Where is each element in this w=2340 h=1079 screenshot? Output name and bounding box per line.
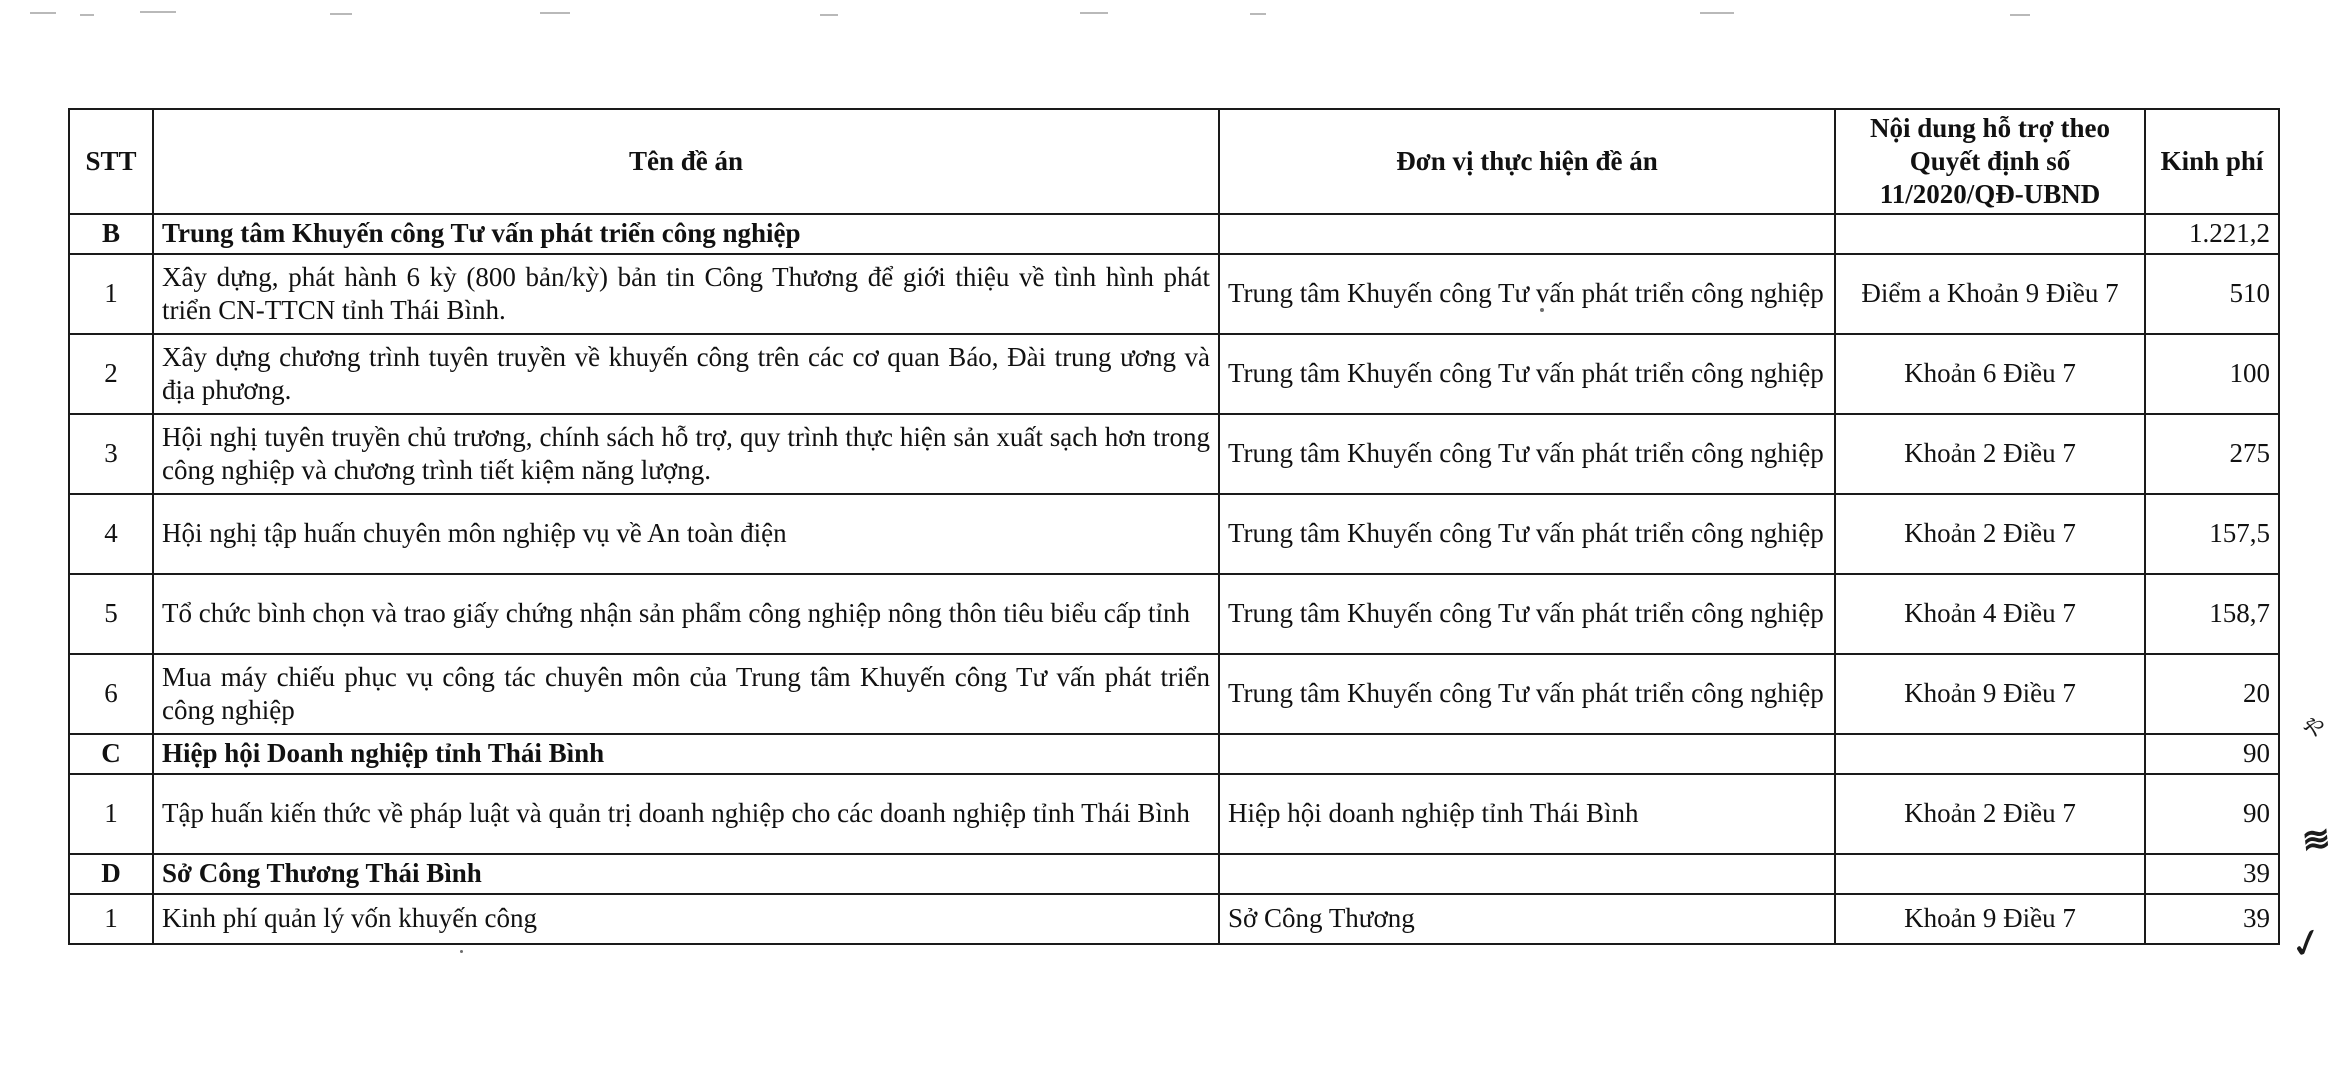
table-row — [69, 574, 2279, 654]
cell-kinhphi: 1.221,2 — [2145, 214, 2279, 254]
table-row — [69, 854, 2279, 894]
cell-stt: 2 — [69, 334, 153, 414]
cell-noidung: Khoản 2 Điều 7 — [1835, 494, 2145, 574]
cell-kinhphi: 39 — [2145, 894, 2279, 944]
table-header — [69, 109, 2279, 214]
table-row — [69, 254, 2279, 334]
cell-stt: 1 — [69, 774, 153, 854]
cell-unit — [1219, 214, 1835, 254]
cell-kinhphi: 90 — [2145, 734, 2279, 774]
cell-stt: B — [69, 214, 153, 254]
cell-noidung — [1835, 734, 2145, 774]
cell-kinhphi: 275 — [2145, 414, 2279, 494]
cell-stt: D — [69, 854, 153, 894]
funding-projects-table — [68, 108, 2280, 945]
cell-unit: Trung tâm Khuyến công Tư vấn phát triển công nghiệp — [1219, 494, 1835, 574]
cell-unit: Trung tâm Khuyến công Tư vấn phát triển công nghiệp — [1219, 254, 1835, 334]
cell-unit: Trung tâm Khuyến công Tư vấn phát triển công nghiệp — [1219, 654, 1835, 734]
scan-speck — [460, 950, 463, 953]
cell-unit: Sở Công Thương — [1219, 894, 1835, 944]
column-header-noidung: Nội dung hỗ trợ theo Quyết định số 11/2020/QĐ-UBND — [1835, 109, 2145, 214]
column-header-kinhphi: Kinh phí — [2145, 109, 2279, 214]
table-row — [69, 494, 2279, 574]
cell-noidung: Khoản 9 Điều 7 — [1835, 654, 2145, 734]
cell-kinhphi: 100 — [2145, 334, 2279, 414]
column-header-name: Tên đề án — [153, 109, 1219, 214]
scan-artifact-top — [0, 10, 2340, 24]
cell-unit — [1219, 734, 1835, 774]
margin-handwriting-mark-3: ✓ — [2285, 917, 2329, 970]
margin-handwriting-mark-1: ゃ — [2296, 706, 2329, 744]
margin-handwriting-mark-2: ≋ — [2299, 820, 2332, 861]
cell-noidung: Khoản 2 Điều 7 — [1835, 414, 2145, 494]
cell-noidung: Khoản 2 Điều 7 — [1835, 774, 2145, 854]
column-header-stt: STT — [69, 109, 153, 214]
cell-stt: 5 — [69, 574, 153, 654]
cell-noidung: Khoản 4 Điều 7 — [1835, 574, 2145, 654]
table-row — [69, 734, 2279, 774]
cell-noidung: Điểm a Khoản 9 Điều 7 — [1835, 254, 2145, 334]
cell-stt: 4 — [69, 494, 153, 574]
table-row — [69, 334, 2279, 414]
table-row — [69, 654, 2279, 734]
cell-name: Tổ chức bình chọn và trao giấy chứng nhận sản phẩm công nghiệp nông thôn tiêu biểu cấp tỉnh — [153, 574, 1219, 654]
table-row — [69, 774, 2279, 854]
cell-name: Trung tâm Khuyến công Tư vấn phát triển công nghiệp — [153, 214, 1219, 254]
cell-unit: Hiệp hội doanh nghiệp tỉnh Thái Bình — [1219, 774, 1835, 854]
cell-name: Xây dựng, phát hành 6 kỳ (800 bản/kỳ) bản tin Công Thương để giới thiệu về tình hình phát triển CN-TTCN tỉnh Thái Bình. — [153, 254, 1219, 334]
cell-unit: Trung tâm Khuyến công Tư vấn phát triển công nghiệp — [1219, 334, 1835, 414]
column-header-unit: Đơn vị thực hiện đề án — [1219, 109, 1835, 214]
cell-stt: 1 — [69, 254, 153, 334]
cell-name: Sở Công Thương Thái Bình — [153, 854, 1219, 894]
cell-noidung — [1835, 854, 2145, 894]
cell-name: Kinh phí quản lý vốn khuyến công — [153, 894, 1219, 944]
cell-noidung: Khoản 6 Điều 7 — [1835, 334, 2145, 414]
cell-name: Mua máy chiếu phục vụ công tác chuyên môn của Trung tâm Khuyến công Tư vấn phát triển công nghiệp — [153, 654, 1219, 734]
cell-noidung: Khoản 9 Điều 7 — [1835, 894, 2145, 944]
table-row — [69, 894, 2279, 944]
cell-stt: C — [69, 734, 153, 774]
cell-unit: Trung tâm Khuyến công Tư vấn phát triển công nghiệp — [1219, 574, 1835, 654]
cell-kinhphi: 157,5 — [2145, 494, 2279, 574]
cell-kinhphi: 39 — [2145, 854, 2279, 894]
cell-stt: 1 — [69, 894, 153, 944]
cell-kinhphi: 158,7 — [2145, 574, 2279, 654]
cell-kinhphi: 510 — [2145, 254, 2279, 334]
cell-stt: 3 — [69, 414, 153, 494]
table-header-row — [69, 109, 2279, 214]
cell-unit: Trung tâm Khuyến công Tư vấn phát triển công nghiệp — [1219, 414, 1835, 494]
cell-name: Tập huấn kiến thức về pháp luật và quản trị doanh nghiệp cho các doanh nghiệp tỉnh Thái Bình — [153, 774, 1219, 854]
table-body — [69, 214, 2279, 944]
cell-stt: 6 — [69, 654, 153, 734]
table-row — [69, 214, 2279, 254]
cell-kinhphi: 20 — [2145, 654, 2279, 734]
cell-unit — [1219, 854, 1835, 894]
cell-name: Hiệp hội Doanh nghiệp tỉnh Thái Bình — [153, 734, 1219, 774]
table-row — [69, 414, 2279, 494]
cell-noidung — [1835, 214, 2145, 254]
cell-name: Hội nghị tuyên truyền chủ trương, chính sách hỗ trợ, quy trình thực hiện sản xuất sạch hơn trong công nghiệp và chương trình tiết kiệm năng lượng. — [153, 414, 1219, 494]
cell-kinhphi: 90 — [2145, 774, 2279, 854]
cell-name: Hội nghị tập huấn chuyên môn nghiệp vụ về An toàn điện — [153, 494, 1219, 574]
cell-name: Xây dựng chương trình tuyên truyền về khuyến công trên các cơ quan Báo, Đài trung ương và địa phương. — [153, 334, 1219, 414]
